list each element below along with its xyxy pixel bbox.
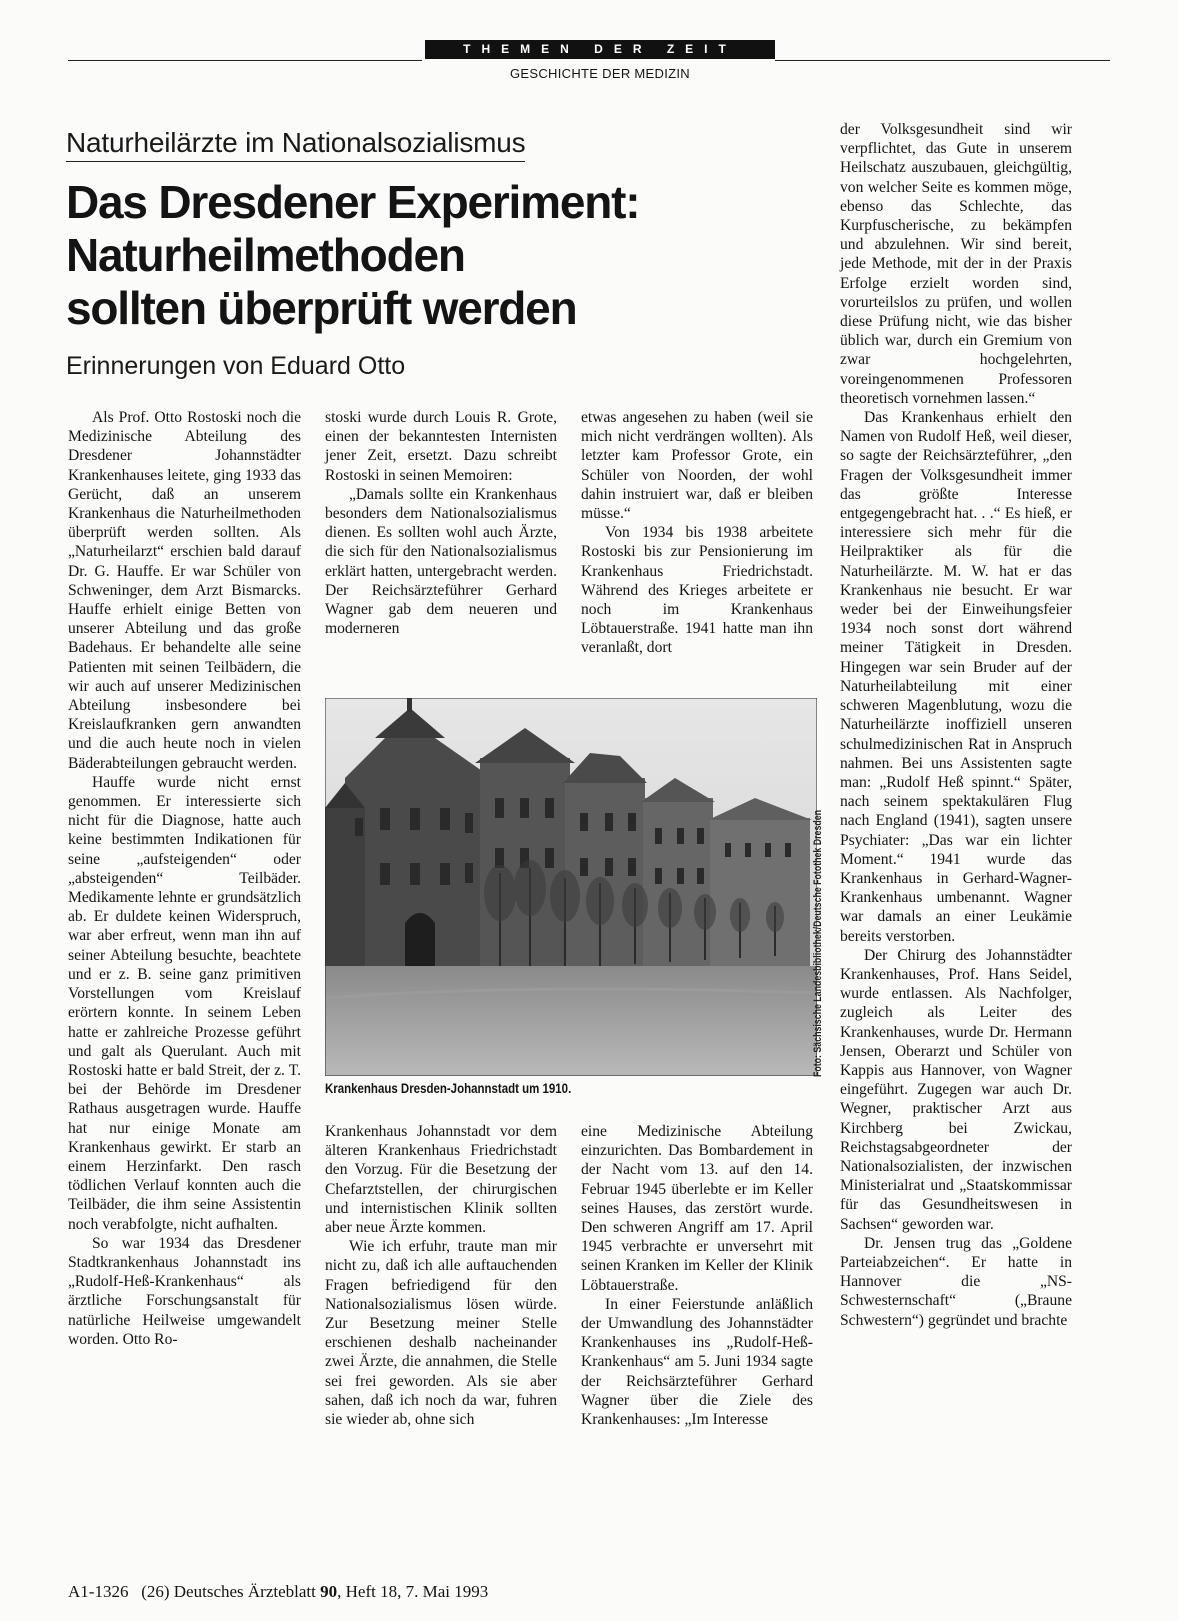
hospital-photo <box>325 698 817 1076</box>
page-footer <box>68 1582 488 1602</box>
body-column-3-bottom <box>581 1122 813 1429</box>
headline-line: Naturheilmethoden <box>66 229 465 281</box>
paragraph: Der Chirurg des Johannstädter Krankenhauses, Prof. Hans Seidel, wurde entlassen. Als Nachfolger, zugleich als Leiter des Krankenhauses, wurde Dr. Hermann Jensen, Oberarzt und Schüler von Kappis aus Hannover, von Wagner eingeführt. Zugegen war auch Dr. Wegner, praktischer Arzt aus Kirchberg bei Zwickau, Reichstagsabgeordneter der Nationalsozialisten, der inzwischen Ministerialrat und „Staatskommissar für das Gesundheitswesen in Sachsen“ geworden war. <box>840 946 1072 1233</box>
article-subhead: Erinnerungen von Eduard Otto <box>66 352 406 380</box>
paragraph: stoski wurde durch Louis R. Grote, einen der bekanntesten Internisten jener Zeit, ersetzt. Dazu schreibt Rostoski in seinen Memoiren: <box>325 409 557 484</box>
section-banner: THEMEN DER ZEIT <box>425 40 775 59</box>
body-column-4 <box>840 120 1072 1330</box>
volume-number: 90 <box>320 1582 338 1601</box>
paragraph: So war 1934 das Dresdener Stadtkrankenhaus Johannstadt ins „Rudolf-Heß-Krankenhaus“ als ärztliche Forschungsanstalt für natürliche Heilweise umgewandelt worden. Otto Ro- <box>68 1234 301 1348</box>
photo-caption: Krankenhaus Dresden-Johannstadt um 1910. <box>325 1080 572 1096</box>
paragraph: „Damals sollte ein Krankenhaus besonders dem Nationalsozialismus dienen. Es sollten wohl auch Ärzte, die sich für den Nationalsozialismus erklärt hatten, untergebracht werden. Der Reichsärzteführer Gerhard Wagner gab dem neueren und moderneren <box>325 485 557 638</box>
paragraph: eine Medizinische Abteilung einzurichten. Das Bombardement in der Nacht vom 13. auf den 14. Februar 1945 überlebte er im Keller seines Hauses, das zerstört wurde. Den schweren Angriff am 17. April 1945 verbrachte er unversehrt mit seinen Kranken im Keller der Klinik Löbtauerstraße. <box>581 1123 813 1294</box>
paragraph: Hauffe wurde nicht ernst genommen. Er interessierte sich nicht für die Diagnose, hatte auch keine bestimmten Indikationen für seine „aufsteigenden“ oder „absteigenden“ Teilbäder. Medikamente lehnte er grundsätzlich ab. Er duldete keinen Widerspruch, war aber erfreut, wenn man ihn auf seiner Abteilung besuchte, beachtete und er z. B. seine ganz primitiven Vorstellungen vom Kreislauf erörtern konnte. In seinem Leben hatte er zahlreiche Prozesse geführt und galt als Querulant. Auch mit Rostoski hatte er bald Streit, der z. T. bei der Behörde im Dresdener Rathaus ausgetragen wurde. Hauffe hat nur einige Monate am Krankenhaus gewirkt. Er starb an einem Herzinfarkt. Den rasch tödlichen Verlauf konnten auch die Teilbäder, die ihm seine Assistentin noch verabfolgte, nicht aufhalten. <box>68 773 301 1233</box>
paragraph: Das Krankenhaus erhielt den Namen von Rudolf Heß, weil dieser, so sagte der Reichsärzteführer, „den Fragen der Volksgesundheit immer das größte Interesse entgegengebracht hat. . .“ Es hieß, er interessiere sich mehr für die Heilpraktiker als für die Naturheilärzte. M. W. hat er das Krankenhaus nie besucht. Er war weder bei der Einweihungsfeier 1934 noch sonst dort während meiner Tätigkeit in Dresden. Hingegen war sein Bruder auf der Naturheilabteilung mit einer schweren Magenblutung, wozu die Naturheilärzte inoffiziell unseren schulmedizinischen Rat in Anspruch nahmen. Bei uns Assistenten sagte man: „Rudolf Heß spinnt.“ Später, nach seinem spektakulären Flug nach England (1941), sagten unsere Psychiater: „Das war ein lichter Moment.“ 1941 wurde das Krankenhaus in Gerhard-Wagner-Krankenhaus umbenannt. Wagner war damals an einer Leukämie bereits verstorben. <box>840 409 1072 945</box>
paragraph: Wie ich erfuhr, traute man mir nicht zu, daß ich alle auftauchenden Fragen befriedigend für den Nationalsozialismus lösen würde. Zur Besetzung meiner Stelle erschienen deshalb nacheinander zwei Ärzte, die annahmen, die Stelle sei frei geworden. Als sie aber sahen, daß ich noch da war, fuhren sie wieder ab, ohne sich <box>325 1238 557 1429</box>
body-column-3-top <box>581 408 813 658</box>
article-headline <box>66 176 806 335</box>
body-column-2-top <box>325 408 557 638</box>
paragraph: Von 1934 bis 1938 arbeitete Rostoski bis zur Pensionierung im Krankenhaus Friedrichstadt. Während des Krieges arbeitete er noch im Krankenhaus Löbtauerstraße. 1941 hatte man ihn veranlaßt, dort <box>581 524 813 657</box>
headline-line: sollten überprüft werden <box>66 282 577 334</box>
paragraph: der Volksgesundheit sind wir verpflichtet, das Gute in unserem Heilschatz auszubauen, gleichgültig, von welcher Seite es kommen möge, ebenso das Schlechte, das Kurpfuscherische, zu bekämpfen und abzulehnen. Wir sind bereit, jede Methode, mit der in der Praxis Erfolge erzielt worden sind, vorurteilslos zu prüfen, und wollen diese Prüfung nicht, wie das bisher üblich war, durch ein Gremium von zwar hochgelehrten, voreingenommenen Professoren theoretisch vornehmen lassen.“ <box>840 121 1072 407</box>
headline-line: Das Dresdener Experiment: <box>66 176 640 228</box>
photo-credit: Foto: Sächsische Landesbibliothek/Deutsche Fotothek Dresden <box>812 810 824 1077</box>
paragraph: Krankenhaus Johannstadt vor dem älteren Krankenhaus Friedrichstadt den Vorzug. Für die Besetzung der Chefarztstellen, der chirurgischen und internistischen Klinik sollten aber neue Ärzte kommen. <box>325 1123 557 1237</box>
body-column-1 <box>68 408 301 1349</box>
page-number: A1-1326 <box>68 1582 129 1601</box>
paragraph: etwas angesehen zu haben (weil sie mich nicht verdrängen wollten). Als letzter kam Professor Grote, ein Schüler von Noorden, der wohl dahin instruiert war, daß er bleiben müsse.“ <box>581 409 813 523</box>
header-rule-left <box>68 60 422 61</box>
issue-page: (26) <box>141 1582 170 1601</box>
section-label: GESCHICHTE DER MEDIZIN <box>510 66 690 81</box>
issue-info: , Heft 18, 7. Mai 1993 <box>337 1582 489 1601</box>
body-column-2-bottom <box>325 1122 557 1429</box>
article-kicker: Naturheilärzte im Nationalsozialismus <box>66 127 525 162</box>
header-rule-right <box>775 60 1110 61</box>
paragraph: Als Prof. Otto Rostoski noch die Medizinische Abteilung des Dresdener Johannstädter Krankenhauses leitete, ging 1933 das Gerücht, daß an unserem Krankenhaus die Naturheilmethoden überprüft werden sollten. Als „Naturheilarzt“ erschien bald darauf Dr. G. Hauffe. Er war Schüler von Schweninger, dem Arzt Bismarcks. Hauffe erhielt einige Betten von unserer Abteilung und das große Badehaus. Er behandelte alle seine Patienten mit seinen Teilbädern, die wir auch auf unserer Medizinischen Abteilung insbesondere bei Kreislaufkranken gern anwandten und die auch heute noch in vielen Bäderabteilungen gebraucht werden. <box>68 409 301 772</box>
paragraph: Dr. Jensen trug das „Goldene Parteiabzeichen“. Er hatte in Hannover die „NS-Schwesternschaft“ („Braune Schwestern“) gegründet und brachte <box>840 1234 1072 1329</box>
journal-name: Deutsches Ärzteblatt <box>173 1582 316 1601</box>
paragraph: In einer Feierstunde anläßlich der Umwandlung des Johannstädter Krankenhauses ins „Rudolf-Heß-Krankenhaus“ am 5. Juni 1934 sagte der Reichsärzteführer Gerhard Wagner über die Ziele des Krankenhauses: „Im Interesse <box>581 1295 813 1429</box>
